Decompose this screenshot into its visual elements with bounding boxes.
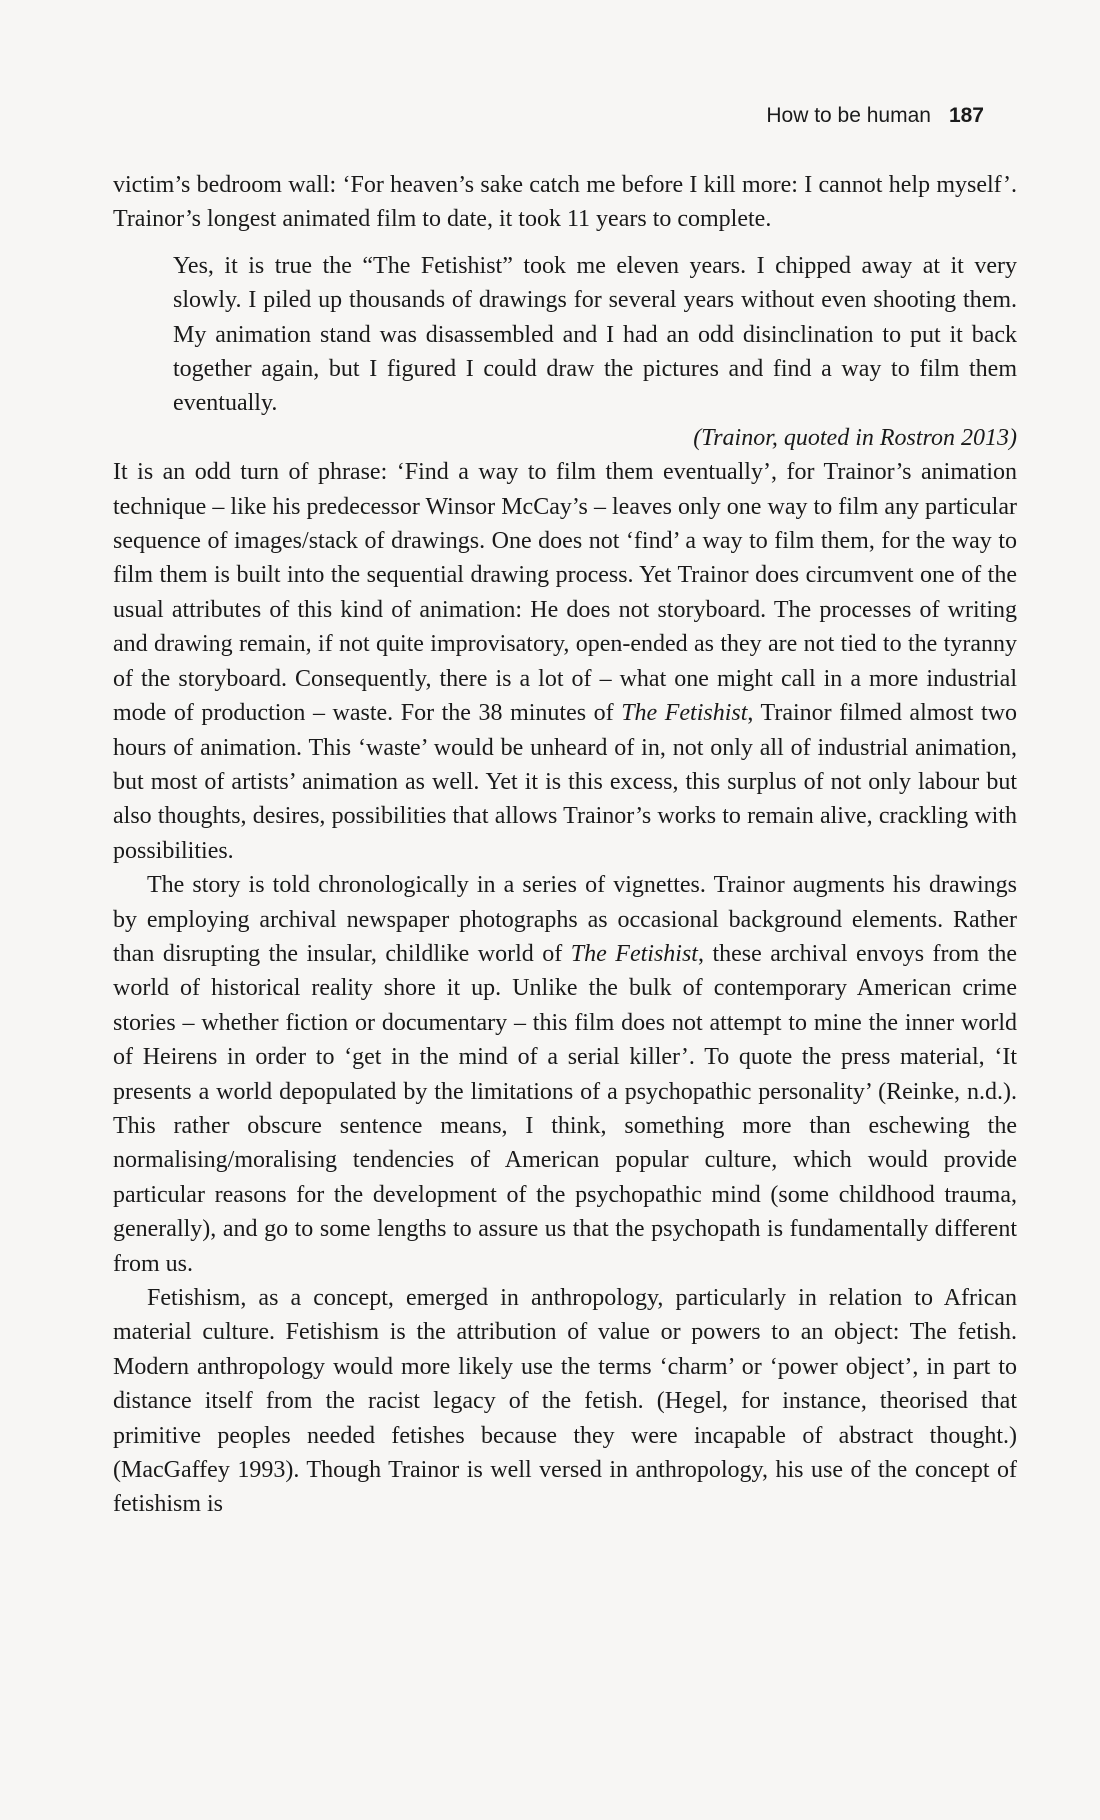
paragraph: Fetishism, as a concept, emerged in anthropology, particularly in relation to African material culture. Fetishism is the attribution of value or powers to an object: The fetish. Modern anthropology would more likely use the terms ‘charm’ or ‘power object’, in part to distance itself from the racist legacy of the fetish. (Hegel, for instance, theorised that primitive peoples needed fetishes because they were incapable of abstract thought.) (MacGaffey 1993). Though Trainor is well versed in anthropology, his use of the concept of fetishism is [113,1285,1017,1518]
running-header [766,104,984,128]
film-title: The Fetishist [621,700,748,727]
block-quote [173,249,1017,455]
block-quote-text: Yes, it is true the “The Fetishist” took me eleven years. I chipped away at it very slowly. I piled up thousands of drawings for several years without even shooting them. My animation stand was disassembled and I had an odd disinclination to put it back together again, but I figured I could draw the pictures and find a way to film them eventually. [173,252,1017,417]
paragraph [113,868,1017,1281]
body-text [113,168,1017,1522]
paragraph [113,455,1017,868]
paragraph-text: , these archival envoys from the world of historical reality shore it up. Unlike the bulk of contemporary American crime stories – whether fiction or documentary – this film does not attempt to mine the inner world of Heirens in order to ‘get in the mind of a serial killer’. To quote the press material, ‘It presents a world depopulated by the limitations of a psychopathic personality’ (Reinke, n.d.). This rather obscure sentence means, I think, something more than eschewing the normalising/moralising tendencies of American popular culture, which would provide particular reasons for the development of the psychopathic mind (some childhood trauma, generally), and go to some lengths to assure us that the psychopath is fundamentally different from us. [113,940,1018,1277]
film-title: The Fetishist [570,940,698,967]
paragraph-continued: victim’s bedroom wall: ‘For heaven’s sake catch me before I kill more: I cannot help myself’. Trainor’s longest animated film to date, it took 11 years to complete. [113,172,1017,233]
paragraph-text: It is an odd turn of phrase: ‘Find a way to film them eventually’, for Trainor’s animation technique – like his predecessor Winsor McCay’s – leaves only one way to film any particular sequence of images/stack of drawings. One does not ‘find’ a way to film them, for the way to film them is built into the sequential drawing process. Yet Trainor does circumvent one of the usual attributes of this kind of animation: He does not storyboard. The processes of writing and drawing remain, if not quite improvisatory, open-ended as they are not tied to the tyranny of the storyboard. Consequently, there is a lot of – what one might call in a more industrial mode of production – waste. For the 38 minutes of [113,459,1017,727]
paragraph-text: , Trainor filmed almost two hours of animation. This ‘waste’ would be unheard of in, not only all of industrial animation, but most of artists’ animation as well. Yet it is this excess, this surplus of not only labour but also thoughts, desires, possibilities that allows Trainor’s works to remain alive, crackling with possibilities. [113,700,1017,864]
paragraph-text: The story is told chronologically in a series of vignettes. Trainor augments his drawings by employing archival newspaper photographs as occasional background elements. Rather than disrupting the insular, childlike world of [113,872,1017,967]
page-number: 187 [948,104,984,127]
section-title: How to be human [766,104,931,127]
quote-citation: (Trainor, quoted in Rostron 2013) [693,424,1017,451]
